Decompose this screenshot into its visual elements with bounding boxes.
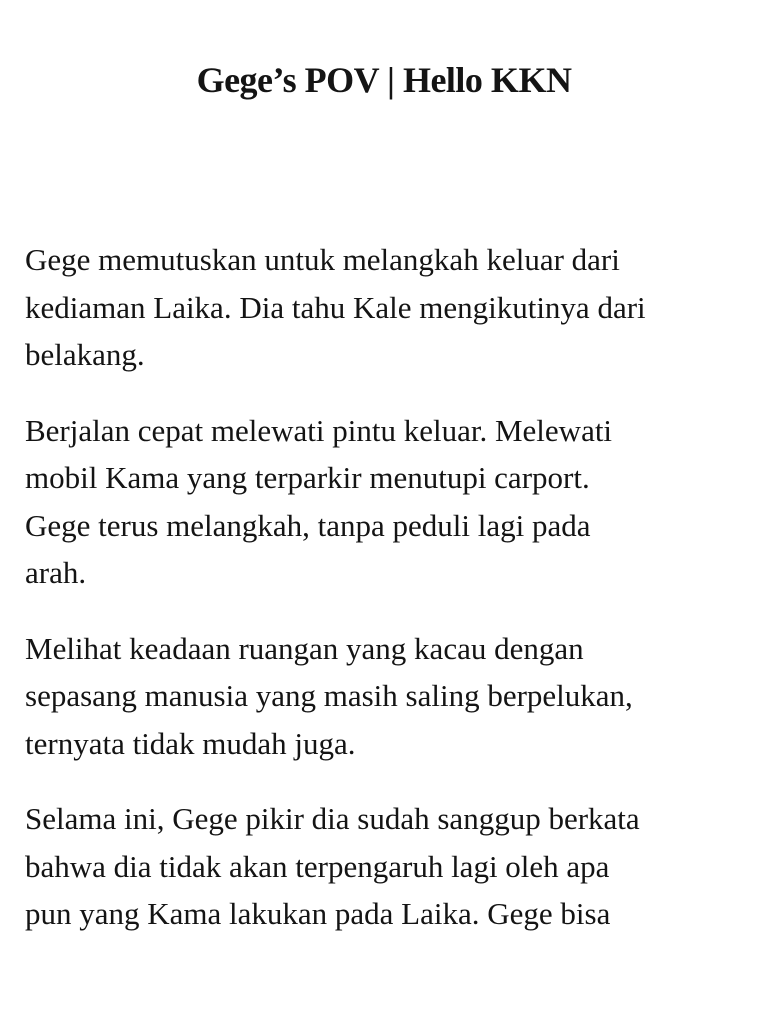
paragraph: Selama ini, Gege pikir dia sudah sanggup berkata bahwa dia tidak akan terpengaruh lagi oleh apa pun yang Kama lakukan pada Laika. Gege bisa bbox=[25, 801, 640, 931]
paragraph: Berjalan cepat melewati pintu keluar. Melewati mobil Kama yang terparkir menutupi carport. Gege terus melangkah, tanpa peduli lagi pada arah. bbox=[25, 412, 613, 590]
paragraph: Melihat keadaan ruangan yang kacau dengan sepasang manusia yang masih saling berpelukan, ternyata tidak mudah juga. bbox=[25, 630, 633, 761]
chapter-title: Gege’s POV | Hello KKN bbox=[196, 60, 572, 100]
paragraph: Gege memutuskan untuk melangkah keluar dari kediaman Laika. Dia tahu Kale mengikutinya dari belakang. bbox=[25, 242, 646, 372]
chapter-body[interactable] bbox=[25, 236, 745, 966]
